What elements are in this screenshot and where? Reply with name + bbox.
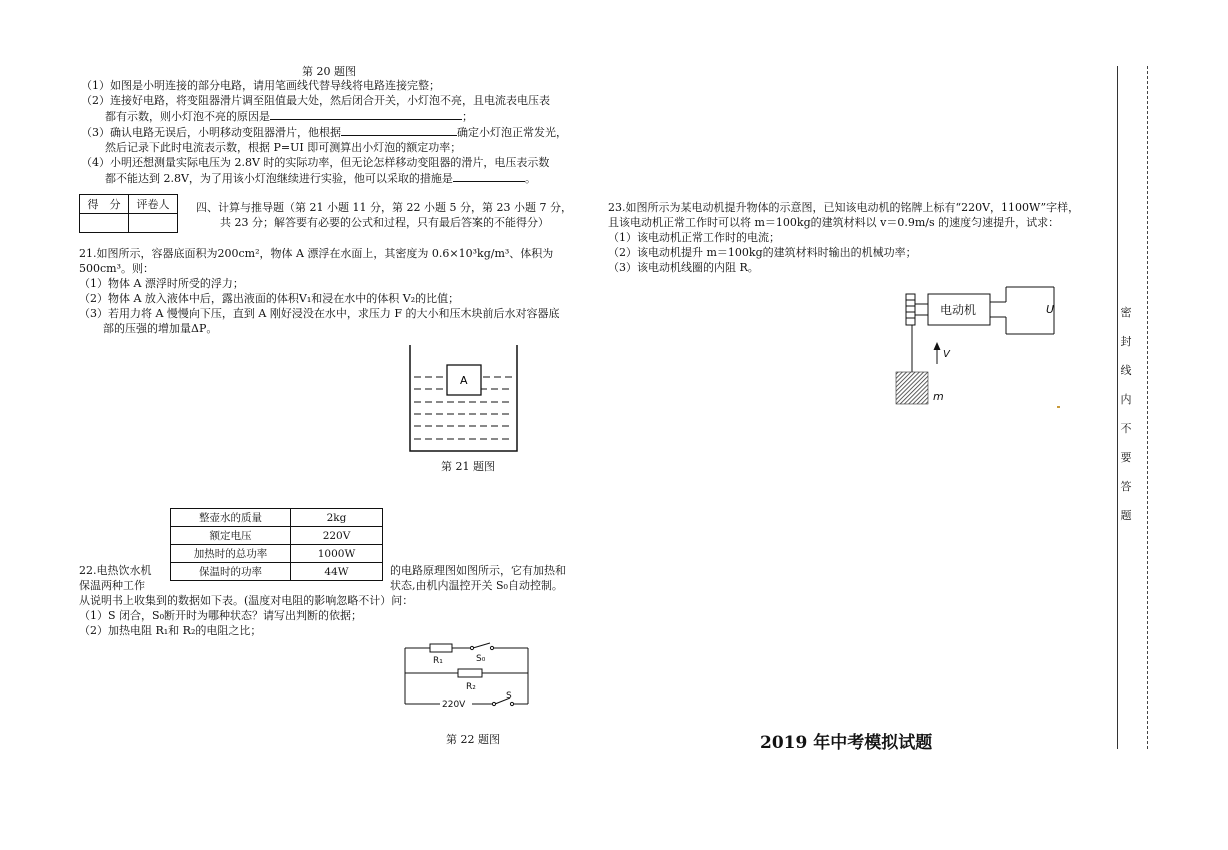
answer-blank[interactable] <box>341 124 457 136</box>
q20-line-7: 都不能达到 2.8V，为了用该小灯泡继续进行实验，他可以采取的措施是 。 <box>105 172 536 185</box>
q22-circuit-figure <box>400 642 534 712</box>
block-a-label: A <box>460 374 468 387</box>
q20-line-4: （3）确认电路无误后，小明移动变阻器滑片，他根据 确定小灯泡正常发光， <box>81 126 567 139</box>
seal-char: 题 <box>1120 509 1132 522</box>
seal-solid-line <box>1117 66 1118 749</box>
seal-char: 答 <box>1120 480 1132 493</box>
q22-line2-right: 状态,由机内温控开关 S₀自动控制。 <box>390 579 563 592</box>
mass-label: m <box>933 390 944 403</box>
q23-line: 且该电动机正常工作时可以将 m＝100kg的建筑材料以 v＝0.9m/s 的速度匀速提升，试求： <box>608 216 1060 229</box>
seal-char: 线 <box>1120 364 1132 377</box>
q20-line-2: （2）连接好电路，将变阻器滑片调至阻值最大处，然后闭合开关，小灯泡不亮，且电流表电压表 <box>81 94 550 107</box>
table-row: 保温时的功率 44W <box>171 563 383 581</box>
q21-line: 21.如图所示，容器底面积为200cm²，物体 A 漂浮在水面上，其密度为 0.6×10³kg/m³、体积为 <box>79 247 554 260</box>
q21-line: （3）若用力将 A 慢慢向下压，直到 A 刚好浸没在水中，求压力 F 的大小和压木块前后水对容器底 <box>79 307 560 320</box>
section4-heading: 四、计算与推导题（第 21 小题 11 分，第 22 小题 5 分，第 23 小题 7 分， 共 23 分；解答要有必要的公式和过程，只有最后答案的不能得分） <box>196 201 572 229</box>
q21-caption: 第 21 题图 <box>441 460 495 473</box>
q22-spec-table <box>170 508 383 581</box>
answer-blank[interactable] <box>270 108 462 120</box>
seal-dashed-line <box>1147 66 1148 749</box>
q21-body <box>79 246 560 336</box>
q23-motor-figure <box>888 284 1068 410</box>
s0-label: S₀ <box>476 654 486 664</box>
q21-container-figure <box>405 343 525 455</box>
q21-line: 部的压强的增加量ΔP。 <box>103 322 218 335</box>
r1-label: R₁ <box>433 656 443 666</box>
seal-char: 不 <box>1120 422 1132 435</box>
q22-caption: 第 22 题图 <box>446 733 500 746</box>
q22-line: （2）加热电阻 R₁和 R₂的电阻之比； <box>79 624 262 637</box>
q21-line: （1）物体 A 漂浮时所受的浮力； <box>79 277 244 290</box>
q20-body <box>81 78 567 186</box>
q20-caption: 第 20 题图 <box>302 65 356 78</box>
grader-cell[interactable] <box>129 214 178 233</box>
score-box <box>79 194 178 233</box>
score-label: 得 分 <box>80 195 129 214</box>
table-row: 整壶水的质量 2kg <box>171 509 383 527</box>
table-row: 额定电压 220V <box>171 527 383 545</box>
q23-body <box>608 200 1079 275</box>
stray-mark <box>1057 406 1060 408</box>
q22-line: 从说明书上收集到的数据如下表。(温度对电阻的影响忽略不计）问： <box>79 594 414 607</box>
score-cell[interactable] <box>80 214 129 233</box>
q23-line: 23.如图所示为某电动机提升物体的示意图，已知该电动机的铭牌上标有“220V，1100W”字样， <box>608 201 1080 214</box>
exam-title: 2019 年中考模拟试题 <box>760 733 933 753</box>
q20-line-5: 然后记录下此时电流表示数，根据 P=UI 即可测算出小灯泡的额定功率； <box>105 141 462 154</box>
q21-line: 500cm³。则： <box>79 262 154 275</box>
q23-line: （1）该电动机正常工作时的电流； <box>608 231 780 244</box>
seal-text <box>1120 307 1132 539</box>
motor-label: 电动机 <box>940 303 977 317</box>
q22-line1-right: 的电路原理图如图所示，它有加热和 <box>390 564 566 577</box>
seal-char: 封 <box>1120 335 1132 348</box>
seal-char: 要 <box>1120 451 1132 464</box>
seal-char: 密 <box>1120 306 1132 319</box>
answer-blank[interactable] <box>453 170 525 182</box>
q20-line-1: （1）如图是小明连接的部分电路，请用笔画线代替导线将电路连接完整； <box>81 79 440 92</box>
q22-line2-left: 保温两种工作 <box>79 579 145 592</box>
seal-char: 内 <box>1120 393 1132 406</box>
q23-line: （2）该电动机提升 m＝100kg的建筑材料时输出的机械功率； <box>608 246 917 259</box>
grader-label: 评卷人 <box>129 195 178 214</box>
q20-line-6: （4）小明还想测量实际电压为 2.8V 时的实际功率，但无论怎样移动变阻器的滑片，电压表示数 <box>81 156 550 169</box>
q22-body <box>79 593 413 638</box>
q22-line1-left: 22.电热饮水机 <box>79 564 152 577</box>
q21-line: （2）物体 A 放入液体中后，露出液面的体积V₁和浸在水中的体积 V₂的比值； <box>79 292 460 305</box>
q22-line: （1）S 闭合，S₀断开时为哪种状态？请写出判断的依据； <box>79 609 362 622</box>
s-label: S <box>506 691 512 701</box>
q20-line-3: 都有示数，则小灯泡不亮的原因是 ； <box>105 110 473 123</box>
r2-label: R₂ <box>466 682 476 692</box>
voltage-label: 220V <box>442 700 466 710</box>
table-row: 加热时的总功率 1000W <box>171 545 383 563</box>
v-label: V <box>943 349 950 360</box>
q23-line: （3）该电动机线圈的内阻 R。 <box>608 261 759 274</box>
u-label: U <box>1046 303 1055 316</box>
